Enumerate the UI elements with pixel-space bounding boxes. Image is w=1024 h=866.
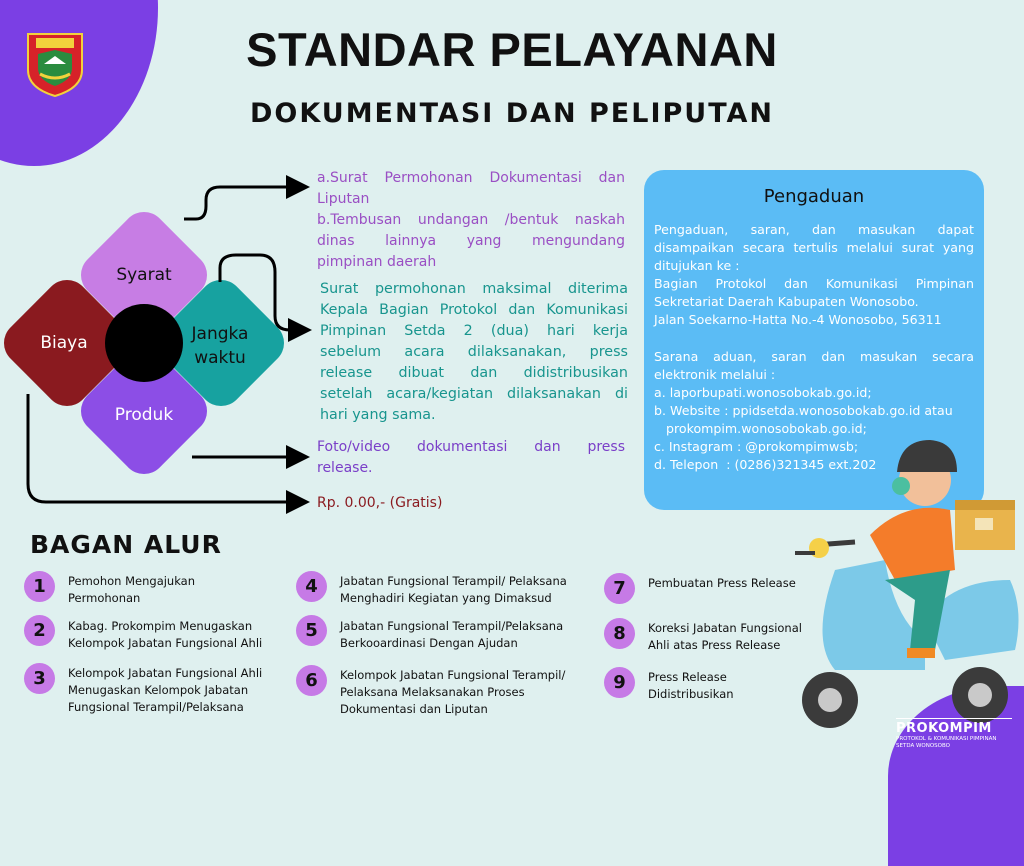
produk-line: release.: [317, 460, 373, 476]
syarat-line: a.Surat Permohonan Dokumentasi dan: [317, 170, 625, 186]
syarat-description: [317, 168, 625, 273]
page-subtitle: DOKUMENTASI DAN PELIPUTAN: [249, 98, 775, 129]
step-text: Press Release Didistribusikan: [648, 670, 734, 701]
step-number: 5: [296, 615, 327, 646]
syarat-line: b.Tembusan undangan /bentuk naskah: [317, 212, 625, 228]
complaint-line: Sekretariat Daerah Kabupaten Wonosobo.: [654, 294, 919, 309]
complaint-line: Bagian Protokol dan Komunikasi Pimpinan: [654, 276, 974, 291]
complaint-line: Jalan Soekarno-Hatta No.-4 Wonosobo, 56311: [654, 312, 942, 327]
jangka-label-line2: waktu: [194, 348, 246, 368]
step-number: 2: [24, 615, 55, 646]
brand-name: PROKOMPIM: [896, 718, 1012, 736]
waktu-line: setelah acara/kegiatan dilaksanakan di: [320, 386, 628, 402]
step-text: Jabatan Fungsional Terampil/ Pelaksana Menghadiri Kegiatan yang Dimaksud: [340, 574, 567, 605]
complaint-line: c. Instagram : @prokompimwsb;: [654, 439, 859, 454]
step-number: 8: [604, 618, 635, 649]
step-text: Pemohon Mengajukan Permohonan: [68, 574, 196, 605]
syarat-line: Liputan: [317, 191, 370, 207]
step-text: Kabag. Prokompim Menugaskan Kelompok Jabatan Fungsional Ahli: [68, 619, 263, 650]
page-title: STANDAR PELAYANAN: [246, 23, 778, 76]
complaint-line: elektronik melalui :: [654, 367, 776, 382]
step-text: Jabatan Fungsional Terampil/Pelaksana Berkooardinasi Dengan Ajudan: [340, 619, 564, 650]
step-number: 4: [296, 571, 327, 602]
waktu-line: sebelum acara dilaksanakan, press: [320, 344, 628, 360]
complaint-line: b. Website : ppidsetda.wonosobokab.go.id atau: [654, 403, 953, 418]
jangka-waktu-description: [320, 279, 628, 426]
syarat-line: dinas lainnya yang mengundang: [317, 233, 625, 249]
step-number: 3: [24, 663, 55, 694]
biaya-label: Biaya: [40, 333, 88, 353]
syarat-line: pimpinan daerah: [317, 254, 437, 270]
step-text: Koreksi Jabatan Fungsional Ahli atas Press Release: [648, 621, 802, 652]
complaint-line: Pengaduan, saran, dan masukan dapat: [654, 222, 974, 237]
jangka-waktu-arrow: [220, 255, 306, 330]
produk-description: [317, 437, 625, 479]
complaint-line: disampaikan secara tertulis melalui surat yang: [654, 240, 974, 255]
brand-tagline: PROTOKOL & KOMUNIKASI PIMPINAN: [896, 736, 997, 742]
biaya-description: Rp. 0.00,- (Gratis): [317, 495, 443, 511]
produk-label: Produk: [114, 405, 174, 425]
complaint-line: prokompim.wonosobokab.go.id;: [654, 421, 867, 436]
jangka-label-line1: Jangka: [191, 324, 249, 344]
waktu-line: Surat permohonan maksimal diterima: [320, 281, 628, 297]
flow-title: BAGAN ALUR: [30, 530, 222, 559]
complaint-address-text: [654, 221, 974, 329]
step-number: 1: [24, 571, 55, 602]
complaint-line: ditujukan ke :: [654, 258, 740, 273]
step-text: Kelompok Jabatan Fungsional Ahli Menugaskan Kelompok Jabatan Fungsional Terampil/Pelaksana: [68, 666, 263, 714]
waktu-line: Kepala Bagian Protokol dan Komunikasi: [320, 302, 628, 318]
step-text: Kelompok Jabatan Fungsional Terampil/ Pelaksana Melaksanakan Proses Dokumentasi dan Liputan: [340, 668, 566, 716]
complaint-line: a. laporbupati.wonosobokab.go.id;: [654, 385, 872, 400]
step-number: 9: [604, 667, 635, 698]
syarat-arrow: [184, 187, 304, 219]
step-number: 7: [604, 573, 635, 604]
complaint-line: d. Telepon : (0286)321345 ext.202: [654, 457, 877, 472]
complaint-title: Pengaduan: [763, 186, 865, 207]
step-text: Pembuatan Press Release: [648, 576, 796, 590]
waktu-line: Pimpinan Setda 2 (dua) hari kerja: [320, 323, 628, 339]
brand-tagline-2: SETDA WONOSOBO: [896, 743, 951, 749]
brand-logo: [896, 718, 1012, 750]
syarat-label: Syarat: [116, 265, 172, 285]
step-number: 6: [296, 665, 327, 696]
waktu-line: release dibuat dan didistribusikan: [320, 365, 628, 381]
complaint-line: Sarana aduan, saran dan masukan secara: [654, 349, 974, 364]
biaya-arrow: [28, 394, 304, 502]
waktu-line: hari yang sama.: [320, 407, 436, 423]
produk-line: Foto/video dokumentasi dan press: [317, 439, 625, 455]
